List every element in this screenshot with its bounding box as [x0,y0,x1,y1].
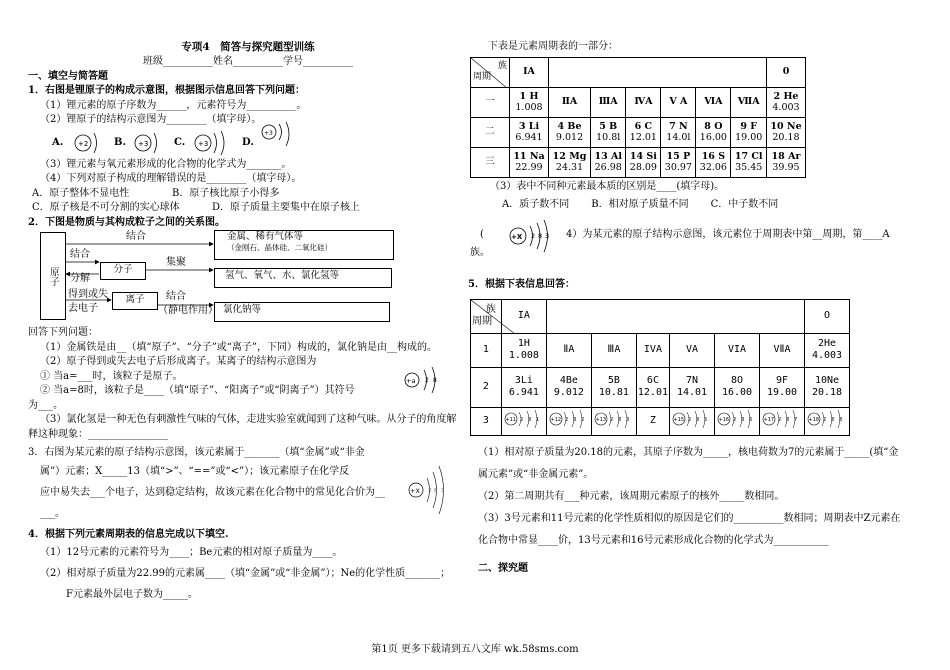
svg-text:7: 7 [794,416,798,423]
t2-element-10 [805,367,850,407]
svg-text:+13: +13 [595,416,606,423]
atom-structure-icon [548,408,590,430]
svg-text:8: 8 [786,416,790,423]
svg-text:+12: +12 [550,416,561,423]
t2-zero: O [805,299,850,333]
t2-ia: IA [501,299,546,333]
t1-choice-b: B．相对原子质量不同 [591,199,689,210]
t1-element-5-mass: 10.8l [596,132,621,143]
t1-element-15-symbol: 15 P [666,150,691,162]
t1-element-11-symbol: 11 Na [513,150,545,162]
q3-line2: 属”）元素；X_____13（填“>”、“==”或“<”）；该元素原子在化学反 [40,465,350,477]
q2-part2-sub [28,370,468,414]
svg-text:8: 8 [839,416,843,423]
t2-iva: IVA [636,333,669,367]
q3-line4: ___。 [40,507,65,519]
molecule-box: 分子 [100,262,146,280]
q4-atom-structure-icon [506,220,566,254]
t2-element-7 [670,367,715,407]
svg-text:8: 8 [696,416,700,423]
t2-period-2: 2 [471,367,502,407]
atom-structure-icon [806,408,848,430]
t1-q4-text-2: 族。 [470,247,490,258]
svg-text:8: 8 [527,416,532,423]
t1-element-3-mass: 6.941 [515,132,543,143]
atom-structure-icon [503,408,545,430]
q5-part1: （1）相对原子质量为20.18的元素，其原子序数为_____，核电荷数为7的元素属于_____(填“金 [478,446,899,458]
t1-element-11-mass: 22.99 [515,162,543,173]
t2-va: VA [670,333,715,367]
t2-element-9-mass: 19.00 [766,387,798,398]
t1-he-mass: 4.003 [772,102,800,113]
svg-text:8: 8 [572,416,577,423]
label-decompose: 分解 [70,273,90,285]
t1-viia: ⅦA [731,87,767,117]
t1-va: Ⅴ A [661,87,696,117]
q1-choices-row2 [28,201,468,216]
q1-diagram-b [128,128,168,158]
t2-structure-15 [670,407,715,435]
t1-element-9 [731,117,767,147]
q2-part2b: ② 当a=8时，该粒子是____（填“原子”、“阳离子”或“阴离子”）其符号 [40,385,355,397]
q1-part1: （1）锂元素的原子序数为______，元素符号为__________。 [40,99,307,111]
svg-text:3: 3 [545,232,550,240]
atom-structure-icon [593,408,635,430]
t1-q4-paren: ( [480,229,484,240]
svg-text:+11: +11 [505,416,516,423]
right-column [468,40,901,576]
t1-element-8 [696,117,731,147]
section-2-title: 二、探究题 [478,562,528,574]
t2-element-3-mass: 6.941 [508,387,539,398]
q2-part3b: 释这种现象：________________ [28,428,168,440]
ion-box: 离子 [112,292,158,310]
t1-element-13-mass: 26.98 [594,162,622,173]
t2-structure-16 [715,407,760,435]
t1-element-4-symbol: 4 Be [557,120,582,132]
t2-he [805,333,850,367]
t1-element-16-symbol: 16 S [701,150,726,162]
label-static: （静电作用） [158,305,218,317]
t2-structure-18 [805,407,850,435]
q1-diagram-c [188,128,238,158]
label-gain-lose-1: 得到或失 [68,289,108,301]
t2-header-group: 族 [485,303,496,315]
q5-part2: （2）第二周期共有___种元素，该周期元素原子的核外_____数相同。 [478,490,785,502]
svg-text:3: 3 [625,416,630,423]
atom-structure-icon [671,408,713,430]
svg-text:8: 8 [434,488,438,495]
q1-option-a: A. [52,136,64,148]
svg-text:2: 2 [609,416,614,423]
q1-diagram-d [256,122,306,156]
q1-option-c: C. [174,136,186,148]
q2-part2: （2）原子得到或失去电子后形成离子。某离子的结构示意图为 [40,356,317,368]
svg-text:3: 3 [441,488,445,495]
t1-element-9-mass: 19.00 [735,132,763,143]
t1-element-15-mass: 30.97 [664,162,692,173]
t1-element-9-symbol: 9 F [740,120,758,132]
t2-blank [546,299,804,333]
t1-element-18 [767,147,806,177]
t1-element-13-symbol: 13 Al [594,150,622,162]
t1-iiia: ⅢA [591,87,626,117]
t1-blank [549,57,767,87]
q1-option-b: B. [114,136,126,148]
atom-structure-icon [716,408,758,430]
table1-q3: （3）表中不同种元素最本质的区别是____(填字母)。 [490,180,725,192]
t1-element-14 [626,147,661,177]
t2-header-corner [471,299,502,333]
t1-h-mass: 1.008 [515,102,543,113]
q1-options [28,128,468,158]
t1-period-2: 二 [471,117,510,147]
t1-element-14-mass: 28.09 [629,162,657,173]
t2-element-5-mass: 10.81 [598,387,629,398]
t2-iia: ⅡA [546,333,591,367]
svg-text:2: 2 [580,416,585,423]
q1-part2: （2）锂原子的结构示意图为________（填字母）。 [40,114,262,126]
t2-element-3 [501,367,546,407]
t2-element-5 [591,367,636,407]
t1-period-3: 三 [471,147,510,177]
t2-z-cell [636,407,669,435]
t2-iiia: ⅢA [591,333,636,367]
q2-part2c: 为___。 [28,399,63,411]
t2-element-6-symbol: 6C [646,374,659,386]
table1-q4 [470,220,898,266]
svg-text:8: 8 [538,232,543,240]
svg-text:2: 2 [425,376,429,384]
page-footer: 第1页 更多下载请到五八文库 wk.58sms.com [371,644,579,655]
q3-line1: 3．右图为某元素的原子结构示意图，该元素属于_______（填“金属”或“非金 [28,447,365,459]
svg-text:+X: +X [410,487,420,496]
svg-text:+17: +17 [763,416,775,423]
label-gather: 集聚 [166,257,186,269]
q5-stem: 5．根据下表信息回答： [468,279,575,290]
t1-element-12 [549,147,591,177]
t2-structure-11 [501,407,546,435]
q4-stem: 4．根据下列元素周期表的信息完成以下填空. [28,528,229,540]
svg-text:+a: +a [406,376,416,385]
q5-part3: （3）3号元素和11号元素的化学性质相似的原因是它们的__________数相同；周期表中Z元素在 [478,512,901,524]
t1-header-corner [471,57,510,87]
t1-element-10 [767,117,806,147]
q2-answer-intro: 回答下列问题： [28,327,98,339]
q1-choice-c: C．原子核是不可分割的实心球体 [32,202,180,214]
t2-element-4-symbol: 4Be [559,374,578,386]
t2-h-symbol: 1H [517,337,530,349]
t2-period-3: 3 [471,407,502,435]
t1-element-14-symbol: 14 Si [629,150,657,162]
table1-q3-choices [478,194,898,216]
t1-element-3 [510,117,549,147]
t2-structure-13 [591,407,636,435]
atom-structure-icon [761,408,803,430]
svg-text:8: 8 [617,416,622,423]
t1-element-4 [549,117,591,147]
t2-h [501,333,546,367]
t1-element-18-mass: 39.95 [772,162,800,173]
t1-iia: ⅡA [549,87,591,117]
t2-element-7-symbol: 7N [685,374,699,386]
q3-atom-structure-icon [402,448,452,518]
svg-text:+15: +15 [673,416,685,423]
svg-text:8: 8 [831,416,835,423]
t2-h-mass: 1.008 [508,350,539,361]
svg-text:2: 2 [688,416,692,423]
t1-ia: IA [510,57,549,87]
q1-choices-row1 [28,187,468,202]
svg-text:5: 5 [704,416,708,423]
t1-element-13 [591,147,626,177]
t1-element-15 [661,147,696,177]
q1-choice-a: A．原子整体不显电性 [32,187,130,199]
svg-text:2: 2 [519,416,524,423]
q1-part3: （3）锂元素与氧元素形成的化合物的化学式为_______。 [40,158,292,170]
t2-element-5-symbol: 5B [607,374,620,386]
page-title: 专项4 简答与探究题型训练 [181,41,315,53]
ion-structure-icon [400,364,450,398]
t1-element-17-mass: 35.45 [735,162,763,173]
t1-choice-a: A．质子数不同 [502,199,570,210]
svg-text:2: 2 [428,488,432,495]
q2-part3: （3）氯化氢是一种无色有刺激性气味的气体，走进实验室就闻到了这种气味。从分子的角度解 [40,414,457,426]
q4-part3: F元素最外层电子数为_____。 [66,589,198,601]
t1-element-11 [510,147,549,177]
t1-via: ⅥA [696,87,731,117]
t1-he-symbol: 2 He [773,90,799,102]
svg-text:8: 8 [741,416,745,423]
box-metals-line1: 金属、稀有气体等 [227,231,304,243]
q3-block [28,446,468,524]
t1-h [510,87,549,117]
t2-element-8-symbol: 8O [730,374,744,386]
t1-he [767,87,806,117]
t1-element-16 [696,147,731,177]
svg-text:+16: +16 [718,416,730,423]
t1-iva: ⅣA [626,87,661,117]
t1-q4-text: 4）为某元素的原子结构示意图，该元素位于周期表中第__周期，第____A [566,229,890,240]
t1-element-3-symbol: 3 Li [518,120,540,132]
label-combine-3: 结合 [166,291,186,303]
t2-element-8-mass: 16.00 [721,387,753,398]
svg-text:8: 8 [433,376,437,384]
q1-choice-b: B．原子核比原子小得多 [172,187,280,199]
atom-box: 原子 [40,232,66,320]
q3-line3: 应中易失去___个电子，达到稳定结构，故该元素在化合物中的常见化合价为__ [40,486,385,498]
left-column [28,40,468,605]
svg-text:2: 2 [823,416,827,423]
t2-element-9 [760,367,805,407]
svg-text:2: 2 [531,232,536,240]
t2-he-mass: 4.003 [811,350,843,361]
svg-text:2: 2 [778,416,782,423]
t1-element-8-mass: 16.00 [699,132,727,143]
box-molecular: 氢气、氧气、水、氯化氢等 [214,268,392,288]
t1-choice-c: C．中子数不同 [710,199,779,210]
t1-element-7 [661,117,696,147]
svg-text:2: 2 [733,416,737,423]
t2-element-4-mass: 9.012 [553,387,584,398]
svg-text:1: 1 [535,416,540,423]
t1-header-group: 族 [497,61,507,72]
t2-period-1: 1 [471,333,502,367]
t1-element-6 [626,117,661,147]
svg-text:+3: +3 [264,129,273,137]
t2-he-symbol: 2He [817,337,837,349]
t1-element-18-symbol: 18 Ar [771,150,801,162]
t1-zero: 0 [767,57,806,87]
q2-part1: （1）金属铁是由__（填“原子”、“分子”或“离子”，下同）构成的，氯化钠是由__构成的。 [40,341,438,353]
t1-element-6-symbol: 6 C [634,120,653,132]
q2-part2a: ① 当a=___时，该粒子是原子。 [40,370,183,382]
q5-part1b: 属元素”或“非金属元素”。 [478,468,594,480]
t2-element-10-mass: 20.18 [811,387,843,398]
svg-text:+X: +X [511,233,523,241]
q5-part3b: 化合物中常显____价，13号元素和16号元素形成化合物的化学式为___________ [478,534,829,546]
t1-h-symbol: 1 H [519,90,539,102]
q2-relation-diagram [28,230,468,326]
svg-text:+18: +18 [808,416,820,423]
q1-stem: 1．右图是锂原子的构成示意图，根据图示信息回答下列问题： [28,85,305,97]
t1-element-17-symbol: 17 Cl [734,150,763,162]
q1-part4: （4）下列对原子构成的理解错误的是________（填字母）。 [40,173,302,185]
t1-header-period: 周期 [473,72,492,82]
q1-option-d: D. [242,136,254,148]
t2-structure-12 [546,407,591,435]
periodic-table-2 [470,299,850,436]
t1-period-1: 一 [471,87,510,117]
t2-element-8 [715,367,760,407]
svg-text:+3: +3 [138,139,149,148]
section-1-title: 一、填空与简答题 [28,70,108,82]
t1-element-6-mass: 12.01 [629,132,657,143]
label-gain-lose-2: 去电子 [68,303,98,315]
t1-element-10-mass: 20.18 [772,132,800,143]
q4-part1: （1）12号元素的元素符号为____；Be元素的相对原子质量为____。 [40,547,343,559]
t2-via: VIA [715,333,760,367]
q1-choice-d: D．原子质量主要集中在原子核上 [212,202,361,214]
svg-text:2: 2 [564,416,569,423]
t1-element-10-symbol: 10 Ne [770,120,802,132]
t1-element-17 [731,147,767,177]
svg-text:6: 6 [749,416,753,423]
t1-element-5-symbol: 5 B [599,120,618,132]
t2-element-4 [546,367,591,407]
t1-element-16-mass: 32.06 [699,162,727,173]
table1-intro: 下表是元素周期表的一部分： [488,41,618,52]
label-combine-1: 结合 [126,231,146,243]
t2-structure-17 [760,407,805,435]
t2-element-6 [636,367,669,407]
q2-stem: 2．下图是物质与其构成粒子之间的关系图。 [28,216,225,228]
student-info: 班级__________姓名__________学号__________ [143,56,353,68]
t2-header-period: 周期 [472,316,492,327]
t2-element-9-symbol: 9F [775,374,789,386]
t1-element-7-mass: 14.0l [666,132,691,143]
label-combine-2: 结合 [70,249,90,261]
svg-text:+3: +3 [198,139,209,148]
svg-text:+2: +2 [78,139,89,148]
t2-viia: VⅡA [760,333,805,367]
t1-element-12-mass: 24.31 [555,162,584,173]
periodic-table-1 [470,57,806,178]
t1-element-8-symbol: 8 O [704,120,723,132]
t1-element-7-symbol: 7 N [669,120,688,132]
t2-element-6-mass: 12.01 [637,387,668,398]
t1-element-4-mass: 9.012 [555,132,584,143]
box-metals-line2: （金刚石、晶体硅、二氧化硅） [227,243,332,253]
q1-diagram-a [68,128,108,158]
t2-element-7-mass: 14.01 [676,387,708,398]
t1-element-12-symbol: 12 Mg [552,150,587,162]
t2-z-label: Z [649,414,656,426]
q4-part2: （2）相对原子质量为22.99的元素属____（填“金属”或“非金属”）；Ne的化学性质_______； [40,568,451,580]
t2-element-3-symbol: 3Li [514,374,533,386]
box-ionic: 氯化钠等 [214,302,390,322]
t1-element-5 [591,117,626,147]
t2-element-10-symbol: 10Ne [814,374,840,386]
